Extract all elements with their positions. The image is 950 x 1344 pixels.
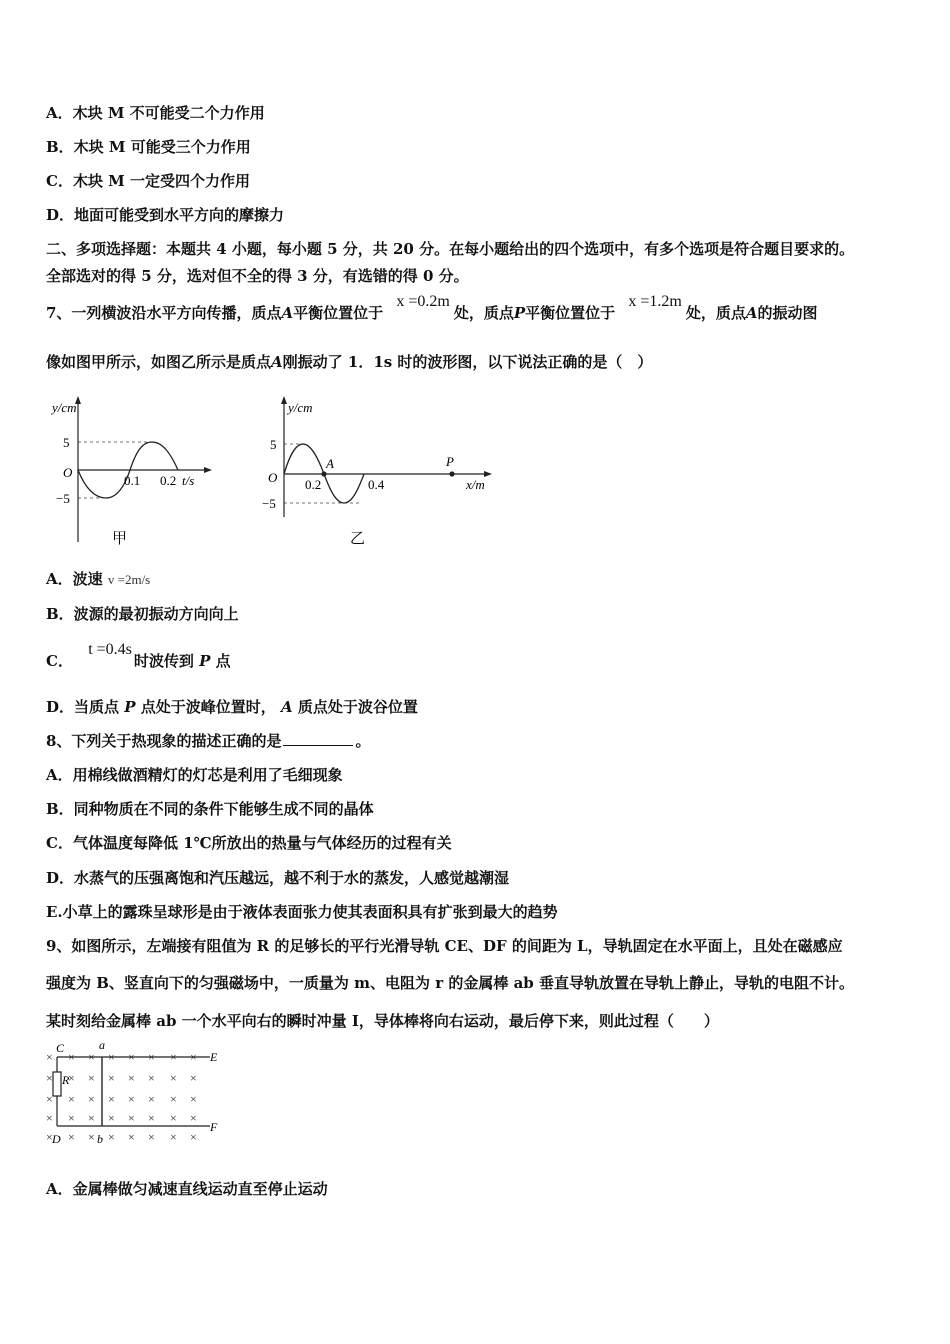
q7-option-c-label: C． <box>46 652 73 670</box>
field-cross: × <box>108 1050 115 1064</box>
field-cross: × <box>108 1071 115 1085</box>
q7-text: 平衡位置位于 <box>525 304 616 322</box>
q7-text: 的振动图 <box>757 304 818 322</box>
figb-origin: O <box>268 470 278 485</box>
field-cross: × <box>68 1050 75 1064</box>
figb-tick-1: 0.2 <box>305 477 322 492</box>
q8-option-e: E.小草上的露珠呈球形是由于液体表面张力使其表面积具有扩张到最大的趋势 <box>46 903 558 921</box>
figb-point-a: A <box>326 456 334 471</box>
figb-caption: 乙 <box>350 531 366 547</box>
field-cross: × <box>88 1050 95 1064</box>
figb-y-neg: −5 <box>262 496 276 511</box>
field-cross: × <box>148 1130 155 1144</box>
q9-figure-rails <box>40 1038 230 1150</box>
figa-y-pos: 5 <box>63 435 70 450</box>
field-cross: × <box>128 1050 135 1064</box>
figb-point-p: P <box>446 454 454 469</box>
q8-stem-end: 。 <box>355 732 371 750</box>
label-d: D <box>52 1132 61 1146</box>
field-cross: × <box>148 1071 155 1085</box>
q7-stem-line1 <box>46 293 818 323</box>
field-cross: × <box>190 1092 197 1106</box>
q7-text: 处，质点 <box>685 304 746 322</box>
section2-heading-line2: 全部选对的得 5 分，选对但不全的得 3 分，有选错的得 0 分。 <box>46 267 469 285</box>
figa-xlabel: t/s <box>182 473 195 488</box>
field-cross: × <box>46 1111 53 1125</box>
q7-option-c-formula: t =0.4s <box>88 641 132 658</box>
figa-y-neg: −5 <box>56 491 70 506</box>
field-cross: × <box>148 1092 155 1106</box>
q6-option-b: B．木块 M 可能受三个力作用 <box>46 138 251 156</box>
q7-text: 处，质点 <box>453 304 514 322</box>
field-cross: × <box>88 1071 95 1085</box>
field-cross: × <box>170 1130 177 1144</box>
field-cross: × <box>190 1111 197 1125</box>
field-cross: × <box>148 1050 155 1064</box>
field-cross: × <box>68 1130 75 1144</box>
q7-point-p: P <box>513 304 526 322</box>
q7-point-a: A <box>281 698 293 716</box>
q8-answer-blank[interactable] <box>283 744 353 746</box>
q7-stem-line2 <box>46 351 652 372</box>
section2-heading-line1: 二、多项选择题：本题共 4 小题，每小题 5 分，共 20 分。在每小题给出的四个选项中，有多个选项是符合题目要求的。 <box>46 240 855 258</box>
q7-text: 平衡位置位于 <box>293 304 384 322</box>
q9-stem-line1: 9、如图所示，左端接有阻值为 R 的足够长的平行光滑导轨 CE、DF 的间距为 L，导轨固定在水平面上，且处在磁感应 <box>46 937 843 955</box>
q7-figure-vibration-graph <box>48 392 218 552</box>
figb-tick-2: 0.4 <box>368 477 385 492</box>
field-cross: × <box>128 1111 135 1125</box>
q7-text: 7、一列横波沿水平方向传播，质点 <box>46 304 282 322</box>
field-cross: × <box>46 1071 53 1085</box>
field-cross: × <box>68 1111 75 1125</box>
q8-option-d: D．水蒸气的压强离饱和汽压越远，越不利于水的蒸发，人感觉越潮湿 <box>46 869 510 887</box>
q6-option-c: C．木块 M 一定受四个力作用 <box>46 172 250 190</box>
resistor-icon <box>53 1072 61 1096</box>
figb-y-pos: 5 <box>270 437 277 452</box>
q7-text: 质点处于波谷位置 <box>297 698 418 716</box>
field-cross: × <box>190 1130 197 1144</box>
q7-option-c <box>46 641 231 671</box>
q7-text: 像如图甲所示，如图乙所示是质点 <box>46 353 272 371</box>
figa-tick-2: 0.2 <box>160 473 177 488</box>
label-e: E <box>210 1050 218 1064</box>
field-cross: × <box>190 1050 197 1064</box>
q7-point-a: A <box>271 353 283 371</box>
q7-text: 时波传到 <box>133 652 194 670</box>
q7-option-a-label: A．波速 <box>46 570 103 588</box>
field-cross: × <box>46 1092 53 1106</box>
field-cross: × <box>68 1092 75 1106</box>
field-cross: × <box>68 1071 75 1085</box>
field-cross: × <box>46 1130 53 1144</box>
field-cross: × <box>88 1111 95 1125</box>
q7-text: D．当质点 <box>46 698 120 716</box>
q9-stem-line3: 某时刻给金属棒 ab 一个水平向右的瞬时冲量 I，导体棒将向右运动，最后停下来，则此过程（ ） <box>46 1012 719 1030</box>
q7-text: 点处于波峰位置时， <box>140 698 276 716</box>
field-cross: × <box>108 1130 115 1144</box>
label-a: a <box>99 1038 105 1052</box>
field-cross: × <box>128 1130 135 1144</box>
q7-xp-formula: x =1.2m <box>628 293 682 310</box>
figa-ylabel: y/cm <box>52 400 77 415</box>
field-cross: × <box>128 1071 135 1085</box>
q7-option-a-formula: v =2m/s <box>107 572 151 587</box>
q7-point-p: P <box>199 652 211 670</box>
q7-xa-formula: x =0.2m <box>396 293 450 310</box>
q7-point-p: P <box>124 698 136 716</box>
field-cross: × <box>108 1092 115 1106</box>
field-cross: × <box>190 1071 197 1085</box>
magnetic-field-crosses <box>46 1050 197 1144</box>
field-cross: × <box>46 1050 53 1064</box>
field-cross: × <box>170 1092 177 1106</box>
q9-stem-line2: 强度为 B、竖直向下的匀强磁场中，一质量为 m、电阻为 r 的金属棒 ab 垂直导轨放置在导轨上静止，导轨的电阻不计。 <box>46 974 854 992</box>
field-cross: × <box>128 1092 135 1106</box>
q7-point-a: A <box>745 304 758 322</box>
q7-point-a: A <box>281 304 294 322</box>
q7-option-b: B．波源的最初振动方向向上 <box>46 605 239 623</box>
q7-text: 点 <box>215 652 231 670</box>
q8-stem <box>46 730 370 751</box>
field-cross: × <box>108 1111 115 1125</box>
label-b: b <box>97 1132 103 1146</box>
figb-xlabel: x/m <box>466 477 485 492</box>
field-cross: × <box>170 1050 177 1064</box>
label-c: C <box>56 1041 65 1055</box>
figb-ylabel: y/cm <box>288 400 313 415</box>
field-cross: × <box>88 1130 95 1144</box>
q7-option-d <box>46 696 418 717</box>
q9-option-a: A．金属棒做匀减速直线运动直至停止运动 <box>46 1180 328 1198</box>
figa-origin: O <box>63 465 73 480</box>
q7-text: 刚振动了 1．1s 时的波形图，以下说法正确的是（ ） <box>282 353 653 371</box>
figa-tick-1: 0.1 <box>124 473 141 488</box>
field-cross: × <box>88 1092 95 1106</box>
q8-option-b: B．同种物质在不同的条件下能够生成不同的晶体 <box>46 800 374 818</box>
figa-caption: 甲 <box>112 531 128 547</box>
q6-option-d: D．地面可能受到水平方向的摩擦力 <box>46 206 285 224</box>
field-cross: × <box>148 1111 155 1125</box>
q7-option-a <box>46 568 150 589</box>
q8-option-c: C．气体温度每降低 1℃所放出的热量与气体经历的过程有关 <box>46 834 452 852</box>
field-cross: × <box>170 1111 177 1125</box>
q8-option-a: A．用棉线做酒精灯的灯芯是利用了毛细现象 <box>46 766 343 784</box>
q7-figure-waveform <box>256 392 506 552</box>
field-cross: × <box>170 1071 177 1085</box>
q6-option-a: A．木块 M 不可能受二个力作用 <box>46 104 265 122</box>
label-r: R <box>62 1073 70 1087</box>
label-f: F <box>210 1120 218 1134</box>
q8-stem-text: 8、下列关于热现象的描述正确的是 <box>46 732 282 750</box>
